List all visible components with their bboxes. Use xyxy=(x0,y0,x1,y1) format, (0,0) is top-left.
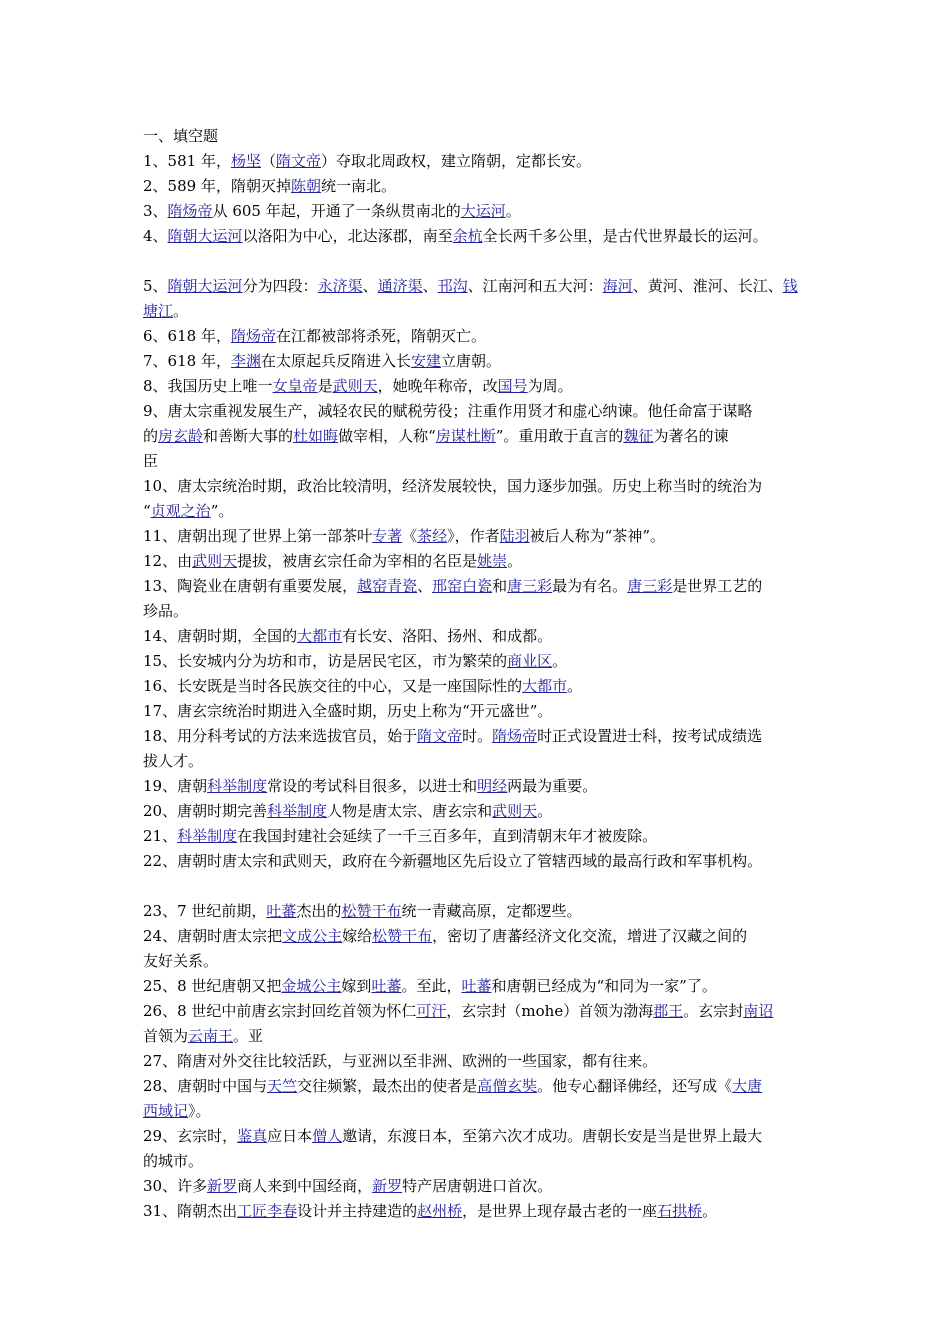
term-link[interactable]: 松赞干布 xyxy=(372,927,433,945)
text-run: 在我国封建社会延续了一千三百多年，直到清朝末年才被废除。 xyxy=(237,827,658,845)
text-run: 首领为 xyxy=(143,1027,189,1045)
text-run: 嫁给 xyxy=(342,927,373,945)
term-link[interactable]: 国号 xyxy=(497,377,528,395)
text-run: 人物是唐太宗、唐玄宗和 xyxy=(327,802,493,820)
text-run: 29、玄宗时， xyxy=(143,1127,238,1145)
text-line xyxy=(143,899,823,924)
term-link[interactable]: 僧人 xyxy=(312,1127,343,1145)
term-link[interactable]: 安建 xyxy=(410,352,441,370)
term-link[interactable]: 海河 xyxy=(602,277,633,295)
text-run: （ xyxy=(260,152,276,170)
text-run: 友好关系。 xyxy=(143,952,219,970)
text-run: 8、我国历史上唯一 xyxy=(143,377,273,395)
section-heading: 一、填空题 xyxy=(143,127,219,145)
text-run: 》。 xyxy=(188,1102,211,1120)
text-line xyxy=(143,549,823,574)
text-line xyxy=(143,1199,823,1224)
text-run: 有长安、洛阳、扬州、和成都。 xyxy=(342,627,553,645)
text-run: 。 xyxy=(552,652,568,670)
text-line xyxy=(143,799,823,824)
term-link[interactable]: 贞观之治 xyxy=(150,502,211,520)
term-link[interactable]: 女皇帝 xyxy=(272,377,318,395)
text-run: 、 xyxy=(362,277,378,295)
text-run: 的 xyxy=(143,427,159,445)
term-link[interactable]: 隋文帝 xyxy=(417,727,463,745)
term-link[interactable]: 文成公主 xyxy=(282,927,343,945)
term-link[interactable]: 郡王 xyxy=(653,1002,684,1020)
text-run: 22、唐朝时唐太宗和武则天，政府在今新疆地区先后设立了管辖西域的最高行政和军事机构。 xyxy=(143,852,763,870)
text-run: 、江南河和五大河： xyxy=(467,277,603,295)
text-run: 19、唐朝 xyxy=(143,777,208,795)
text-line xyxy=(143,849,823,874)
term-link[interactable]: 武则天 xyxy=(492,802,538,820)
text-run: ”。重用敢于直言的 xyxy=(495,427,624,445)
text-line xyxy=(143,349,823,374)
term-link[interactable]: 新罗 xyxy=(207,1177,238,1195)
text-line xyxy=(143,174,823,199)
text-run: 拔人才。 xyxy=(143,752,204,770)
term-link[interactable]: 西域记 xyxy=(143,1102,189,1120)
text-run: 从 605 年起，开通了一条纵贯南北的 xyxy=(212,202,461,220)
text-run: 时。 xyxy=(462,727,493,745)
text-line xyxy=(143,824,823,849)
term-link[interactable]: 工匠李春 xyxy=(237,1202,298,1220)
text-run: 9、唐太宗重视发展生产，减轻农民的赋税劳役；注重作用贤才和虚心纳谏。他任命富于谋略 xyxy=(143,402,753,420)
term-link[interactable]: 永济渠 xyxy=(317,277,363,295)
text-run: 嫁到 xyxy=(341,977,372,995)
text-line xyxy=(143,1049,823,1074)
text-line xyxy=(143,474,823,499)
term-link[interactable]: 赵州桥 xyxy=(417,1202,463,1220)
text-run: 被后人称为“茶神”。 xyxy=(529,527,666,545)
text-run: ”。 xyxy=(210,502,234,520)
text-line xyxy=(143,1024,823,1049)
text-line xyxy=(143,649,823,674)
text-run: 为周。 xyxy=(527,377,573,395)
text-run: 是 xyxy=(317,377,333,395)
term-link[interactable]: 大都市 xyxy=(522,677,568,695)
text-run: 1、581 年， xyxy=(143,152,231,170)
text-run: 商人来到中国经商， xyxy=(237,1177,373,1195)
text-run: 。 xyxy=(702,1202,718,1220)
text-run: 5、 xyxy=(143,277,168,295)
text-run: ，是世界上现存最古老的一座 xyxy=(462,1202,658,1220)
text-run: 20、唐朝时期完善 xyxy=(143,802,268,820)
text-line xyxy=(143,424,823,449)
term-link[interactable]: 隋朝大运河 xyxy=(167,277,243,295)
text-run: 在江都被部将杀死，隋朝灭亡。 xyxy=(275,327,486,345)
term-link[interactable]: 武则天 xyxy=(332,377,378,395)
term-link[interactable]: 隋炀帝 xyxy=(492,727,538,745)
term-link[interactable]: 越窑青瓷 xyxy=(357,577,418,595)
text-line xyxy=(143,624,823,649)
term-link[interactable]: 大唐 xyxy=(732,1077,763,1095)
text-run: 是世界工艺的 xyxy=(672,577,763,595)
text-line xyxy=(143,499,823,524)
text-run: 12、由 xyxy=(143,552,193,570)
text-run: 的城市。 xyxy=(143,1152,204,1170)
text-run: 13、陶瓷业在唐朝有重要发展， xyxy=(143,577,358,595)
text-run: 珍品。 xyxy=(143,602,189,620)
text-run: 。至此， xyxy=(401,977,462,995)
text-run: ，她晚年称帝，改 xyxy=(377,377,498,395)
text-run: 做宰相，人称“ xyxy=(338,427,436,445)
term-link[interactable]: 邢窑白瓷 xyxy=(432,577,493,595)
term-link[interactable]: 专著 xyxy=(372,527,403,545)
text-run: 在太原起兵反隋进入长 xyxy=(260,352,411,370)
text-run: 两最为重要。 xyxy=(507,777,598,795)
text-line xyxy=(143,699,823,724)
text-run: ，玄宗封（mohe）首领为渤海 xyxy=(446,1002,654,1020)
term-link[interactable]: 大都市 xyxy=(297,627,343,645)
text-run: 和善断大事的 xyxy=(203,427,294,445)
text-line xyxy=(143,774,823,799)
term-link[interactable]: 松赞干布 xyxy=(341,902,402,920)
text-run: 3、 xyxy=(143,202,168,220)
term-link[interactable]: 余杭 xyxy=(452,227,483,245)
text-run: 28、唐朝时中国与 xyxy=(143,1077,268,1095)
text-line xyxy=(143,949,823,974)
term-link[interactable]: 姚崇 xyxy=(477,552,508,570)
text-run: 设计并主持建造的 xyxy=(297,1202,418,1220)
text-line xyxy=(143,999,823,1024)
text-line xyxy=(143,674,823,699)
text-run: 4、 xyxy=(143,227,168,245)
term-link[interactable]: 商业区 xyxy=(507,652,553,670)
text-run: 21、 xyxy=(143,827,178,845)
term-link[interactable]: 新罗 xyxy=(372,1177,403,1195)
text-run: 立唐朝。 xyxy=(441,352,502,370)
term-link[interactable]: 明经 xyxy=(477,777,508,795)
text-run: 》，作者 xyxy=(447,527,500,545)
document-body xyxy=(143,124,823,1224)
term-link[interactable]: 唐三彩 xyxy=(627,577,673,595)
text-line xyxy=(143,974,823,999)
text-run: 、 xyxy=(417,577,433,595)
term-link[interactable]: 云南王 xyxy=(188,1027,234,1045)
text-run: 常设的考试科目很多，以进士和 xyxy=(267,777,478,795)
term-link[interactable]: 茶经 xyxy=(417,527,448,545)
text-line xyxy=(143,1074,823,1099)
text-run: 27、隋唐对外交往比较活跃，与亚洲以至非洲、欧洲的一些国家，都有往来。 xyxy=(143,1052,658,1070)
term-link[interactable]: 唐三彩 xyxy=(507,577,553,595)
term-link[interactable]: 杜如晦 xyxy=(293,427,339,445)
text-run: 交往频繁，最杰出的使者是 xyxy=(297,1077,478,1095)
text-run: 。亚 xyxy=(233,1027,264,1045)
term-link[interactable]: 杨坚 xyxy=(230,152,261,170)
term-link[interactable]: 鉴真 xyxy=(237,1127,268,1145)
term-link[interactable]: 隋炀帝 xyxy=(230,327,276,345)
text-run: 为著名的谏 xyxy=(653,427,729,445)
paragraph-gap xyxy=(143,249,823,274)
term-link[interactable]: 陈朝 xyxy=(290,177,321,195)
text-line xyxy=(143,399,823,424)
text-run: 。 xyxy=(507,552,523,570)
text-line xyxy=(143,149,823,174)
text-run: 。他专心翻译佛经，还写成《 xyxy=(537,1077,733,1095)
term-link[interactable]: 塘江 xyxy=(143,302,174,320)
text-run: 17、唐玄宗统治时期进入全盛时期，历史上称为“开元盛世”。 xyxy=(143,702,553,720)
term-link[interactable]: 魏征 xyxy=(623,427,654,445)
text-line xyxy=(143,599,823,624)
term-link[interactable]: 邗沟 xyxy=(437,277,468,295)
text-run: 31、隋朝杰出 xyxy=(143,1202,238,1220)
text-run: 、 xyxy=(422,277,438,295)
text-run: 统一青藏高原，定都逻些。 xyxy=(401,902,582,920)
text-run: 臣 xyxy=(143,452,159,470)
text-run: 。 xyxy=(173,302,189,320)
text-run: 分为四段： xyxy=(242,277,318,295)
text-run: ）夺取北周政权，建立隋朝，定都长安。 xyxy=(321,152,592,170)
term-link[interactable]: 隋朝大运河 xyxy=(167,227,243,245)
text-run: 和唐朝已经成为“和同为一家”了。 xyxy=(491,977,717,995)
text-line xyxy=(143,1174,823,1199)
text-line xyxy=(143,274,823,299)
term-link[interactable]: 隋文帝 xyxy=(275,152,321,170)
text-line xyxy=(143,199,823,224)
text-run: 邀请，东渡日本，至第六次才成功。唐朝长安是当是世界上最大 xyxy=(342,1127,763,1145)
text-line xyxy=(143,524,823,549)
text-run: 《 xyxy=(402,527,418,545)
text-line xyxy=(143,1149,823,1174)
term-link[interactable]: 金城公主 xyxy=(281,977,342,995)
term-link[interactable]: 石拱桥 xyxy=(657,1202,703,1220)
text-run: 30、许多 xyxy=(143,1177,208,1195)
text-run: 6、618 年， xyxy=(143,327,231,345)
text-run: 24、唐朝时唐太宗把 xyxy=(143,927,283,945)
text-run: ，密切了唐蕃经济文化交流，增进了汉藏之间的 xyxy=(432,927,748,945)
text-line xyxy=(143,749,823,774)
text-run: 15、长安城内分为坊和市，访是居民宅区，市为繁荣的 xyxy=(143,652,508,670)
term-link[interactable]: 科举制度 xyxy=(177,827,238,845)
term-link[interactable]: 南诏 xyxy=(743,1002,774,1020)
term-link[interactable]: 天竺 xyxy=(267,1077,298,1095)
text-line xyxy=(143,724,823,749)
text-run: 。 xyxy=(537,802,553,820)
term-link[interactable]: 隋炀帝 xyxy=(167,202,213,220)
text-line xyxy=(143,1099,823,1124)
term-link[interactable]: 房谋杜断 xyxy=(435,427,496,445)
text-run: “ xyxy=(143,502,151,520)
text-run: 、黄河、淮河、长江、 xyxy=(632,277,783,295)
term-link[interactable]: 吐蕃 xyxy=(266,902,297,920)
term-link[interactable]: 科举制度 xyxy=(207,777,268,795)
text-line xyxy=(143,324,823,349)
text-run: 10、唐太宗统治时期，政治比较清明，经济发展较快，国力逐步加强。历史上称当时的统治为 xyxy=(143,477,763,495)
text-run: 提拔，被唐玄宗任命为宰相的名臣是 xyxy=(237,552,478,570)
term-link[interactable]: 武则天 xyxy=(192,552,238,570)
text-run: 杰出的 xyxy=(296,902,342,920)
text-run: 16、长安既是当时各民族交往的中心，又是一座国际性的 xyxy=(143,677,523,695)
text-run: 7、618 年， xyxy=(143,352,231,370)
text-run: 统一南北。 xyxy=(320,177,396,195)
text-run: 18、用分科考试的方法来选拔官员，始于 xyxy=(143,727,418,745)
term-link[interactable]: 科举制度 xyxy=(267,802,328,820)
text-run: 。 xyxy=(505,202,521,220)
term-link[interactable]: 陆羽 xyxy=(499,527,530,545)
term-link[interactable]: 可汗 xyxy=(416,1002,447,1020)
text-run: 最为有名。 xyxy=(552,577,628,595)
text-run: 。 xyxy=(567,677,583,695)
paragraph-gap xyxy=(143,874,823,899)
text-run: 应日本 xyxy=(267,1127,313,1145)
text-run: 14、唐朝时期，全国的 xyxy=(143,627,298,645)
text-line xyxy=(143,224,823,249)
text-run: 时正式设置进士科，按考试成绩选 xyxy=(537,727,763,745)
text-run: 和 xyxy=(492,577,508,595)
term-link[interactable]: 高僧玄奘 xyxy=(477,1077,538,1095)
term-link[interactable]: 吐蕃 xyxy=(461,977,492,995)
text-line xyxy=(143,299,823,324)
term-link[interactable]: 通济渠 xyxy=(377,277,423,295)
term-link[interactable]: 李渊 xyxy=(230,352,261,370)
text-run: 全长两千多公里，是古代世界最长的运河。 xyxy=(482,227,768,245)
text-run: 以洛阳为中心，北达涿郡，南至 xyxy=(242,227,453,245)
text-line xyxy=(143,374,823,399)
term-link[interactable]: 钱 xyxy=(782,277,798,295)
text-line xyxy=(143,924,823,949)
text-run: 2、589 年，隋朝灭掉 xyxy=(143,177,291,195)
text-run: 25、8 世纪唐朝又把 xyxy=(143,977,282,995)
text-line xyxy=(143,574,823,599)
text-run: 26、8 世纪中前唐玄宗封回纥首领为怀仁 xyxy=(143,1002,417,1020)
text-run: 特产居唐朝进口首次。 xyxy=(402,1177,553,1195)
term-link[interactable]: 房玄龄 xyxy=(158,427,204,445)
text-run: 23、7 世纪前期， xyxy=(143,902,267,920)
term-link[interactable]: 吐蕃 xyxy=(371,977,402,995)
text-run: 11、唐朝出现了世界上第一部茶叶 xyxy=(143,527,373,545)
text-line xyxy=(143,449,823,474)
text-run: 。玄宗封 xyxy=(683,1002,744,1020)
term-link[interactable]: 大运河 xyxy=(460,202,506,220)
text-line xyxy=(143,1124,823,1149)
